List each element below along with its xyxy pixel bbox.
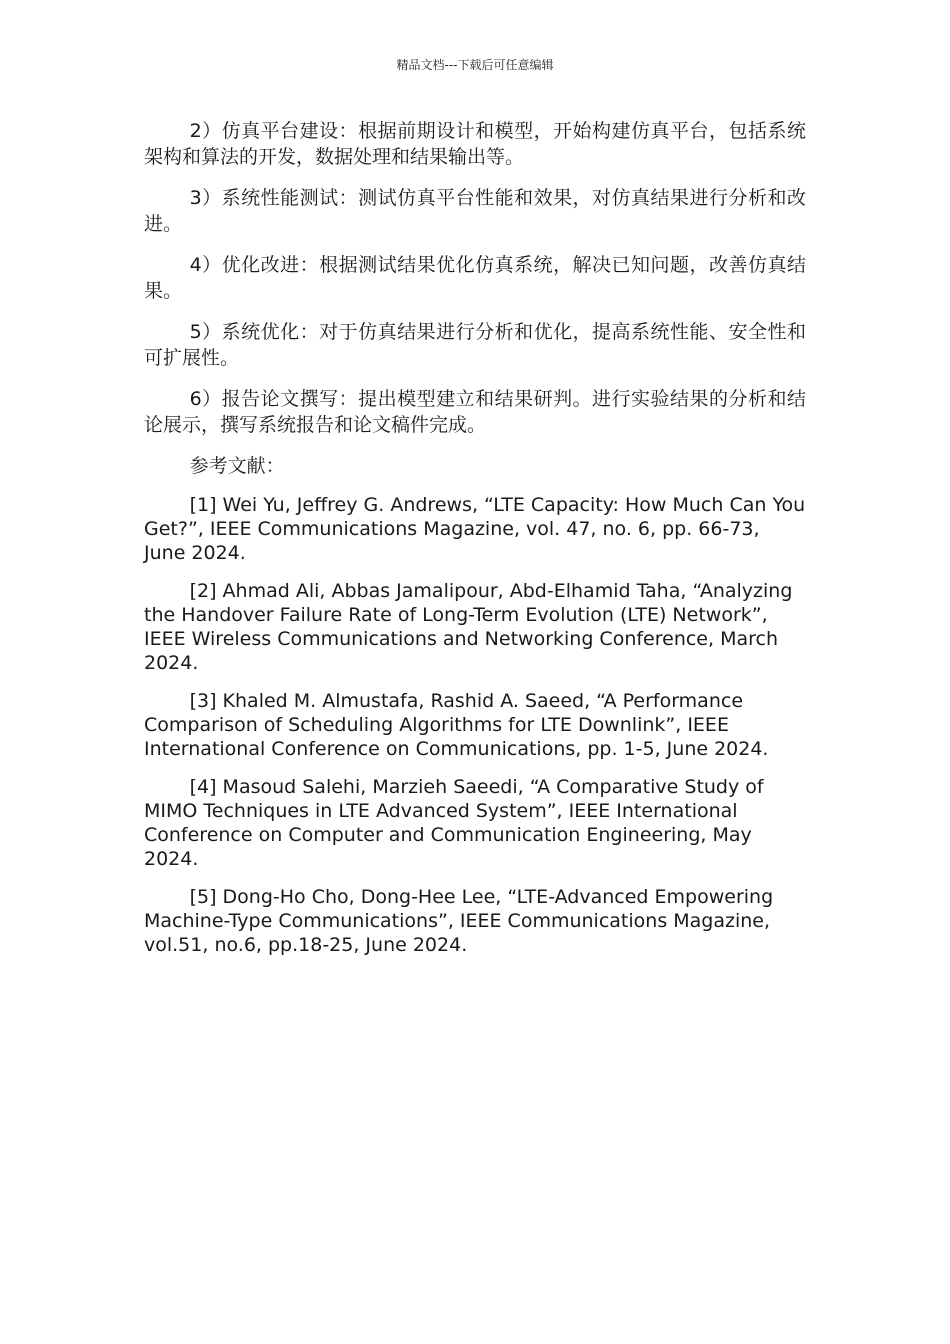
step-2-paragraph: 2）仿真平台建设：根据前期设计和模型，开始构建仿真平台，包括系统架构和算法的开发，数据处理和结果输出等。 — [144, 120, 806, 168]
reference-item: [3] Khaled M. Almustafa, Rashid A. Saeed, “A Performance Comparison of Scheduling Algorithms for LTE Downlink”, IEEE International Conference on Communications, pp. 1-5, June 2024. — [144, 690, 769, 760]
step-4-paragraph: 4）优化改进：根据测试结果优化仿真系统，解决已知问题，改善仿真结果。 — [144, 254, 806, 302]
reference-item: [2] Ahmad Ali, Abbas Jamalipour, Abd-Elhamid Taha, “Analyzing the Handover Failure Rate of Long-Term Evolution (LTE) Network”, IEEE Wireless Communications and Networking Conference, March 2024. — [144, 580, 793, 674]
reference-item: [1] Wei Yu, Jeffrey G. Andrews, “LTE Capacity: How Much Can You Get?”, IEEE Communications Magazine, vol. 47, no. 6, pp. 66-73, June 2024. — [144, 494, 806, 564]
reference-item: [4] Masoud Salehi, Marzieh Saeedi, “A Comparative Study of MIMO Techniques in LTE Advanced System”, IEEE International Conference on Computer and Communication Engineering, May 2024. — [144, 776, 764, 870]
references-heading: 参考文献： — [189, 455, 285, 477]
step-5-paragraph: 5）系统优化：对于仿真结果进行分析和优化，提高系统性能、安全性和可扩展性。 — [144, 321, 806, 369]
page-header: 精品文档---下载后可任意编辑 — [396, 58, 554, 72]
reference-item: [5] Dong-Ho Cho, Dong-Hee Lee, “LTE-Advanced Empowering Machine-Type Communications”, IEEE Communications Magazine, vol.51, no.6, pp.18-25, June 2024. — [144, 886, 774, 956]
step-6-paragraph: 6）报告论文撰写：提出模型建立和结果研判。进行实验结果的分析和结论展示，撰写系统报告和论文稿件完成。 — [144, 388, 806, 436]
document-body — [144, 118, 806, 971]
step-3-paragraph: 3）系统性能测试：测试仿真平台性能和效果，对仿真结果进行分析和改进。 — [144, 187, 806, 235]
